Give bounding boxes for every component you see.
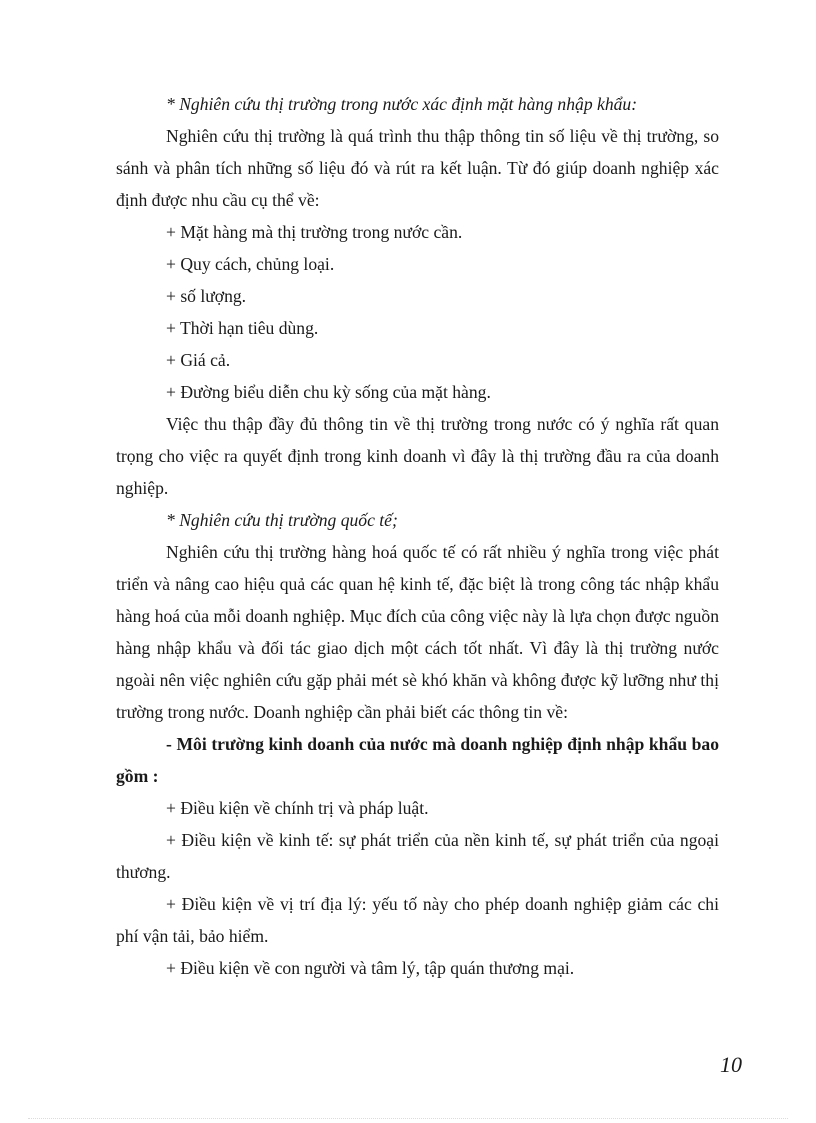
list-item-politics-law: + Điều kiện về chính trị và pháp luật.: [166, 798, 429, 818]
list-item-life-cycle: + Đường biểu diễn chu kỳ sống của mặt hàng.: [166, 382, 491, 402]
list-item-specification: + Quy cách, chủng loại.: [166, 254, 335, 274]
paragraph-market-research-definition: Nghiên cứu thị trường là quá trình thu thập thông tin số liệu về thị trường, so sánh và phân tích những số liệu đó và rút ra kết luận. Từ đó giúp doanh nghiệp xác định được nhu cầu cụ thể về:: [116, 126, 719, 210]
list-item-price: + Giá cả.: [166, 350, 231, 370]
list-item-consumption-period: + Thời hạn tiêu dùng.: [166, 318, 319, 338]
subheading-business-environment: - Môi trường kinh doanh của nước mà doanh nghiệp định nhập khẩu bao gồm :: [116, 734, 719, 786]
document-body: [116, 88, 719, 984]
footer-divider: [28, 1118, 788, 1119]
section-heading-domestic-market: * Nghiên cứu thị trường trong nước xác định mặt hàng nhập khẩu:: [166, 94, 638, 114]
page-number: 10: [720, 1052, 742, 1077]
list-item-geography: + Điều kiện về vị trí địa lý: yếu tố này cho phép doanh nghiệp giảm các chi phí vận tải, bảo hiểm.: [116, 894, 719, 946]
list-item-product: + Mặt hàng mà thị trường trong nước cần.: [166, 222, 463, 242]
section-heading-international-market: * Nghiên cứu thị trường quốc tế;: [166, 510, 398, 530]
paragraph-international-research: Nghiên cứu thị trường hàng hoá quốc tế có rất nhiều ý nghĩa trong việc phát triển và nâng cao hiệu quả các quan hệ kinh tế, đặc biệt là trong công tác nhập khẩu hàng hoá của mỗi doanh nghiệp. Mục đích của công việc này là lựa chọn được nguồn hàng nhập khẩu và đối tác giao dịch một cách tốt nhất. Vì đây là thị trường nước ngoài nên việc nghiên cứu gặp phải mét sè khó khăn và không được kỹ lưỡng như thị trường trong nước. Doanh nghiệp cần phải biết các thông tin về:: [116, 542, 719, 722]
list-item-economy: + Điều kiện về kinh tế: sự phát triển của nền kinh tế, sự phát triển của ngoại thương.: [116, 830, 719, 882]
list-item-quantity: + số lượng.: [166, 286, 247, 306]
list-item-people-culture: + Điều kiện về con người và tâm lý, tập quán thương mại.: [166, 958, 575, 978]
paragraph-domestic-importance: Việc thu thập đầy đủ thông tin về thị trường trong nước có ý nghĩa rất quan trọng cho việc ra quyết định trong kinh doanh vì đây là thị trường đầu ra của doanh nghiệp.: [116, 414, 719, 498]
